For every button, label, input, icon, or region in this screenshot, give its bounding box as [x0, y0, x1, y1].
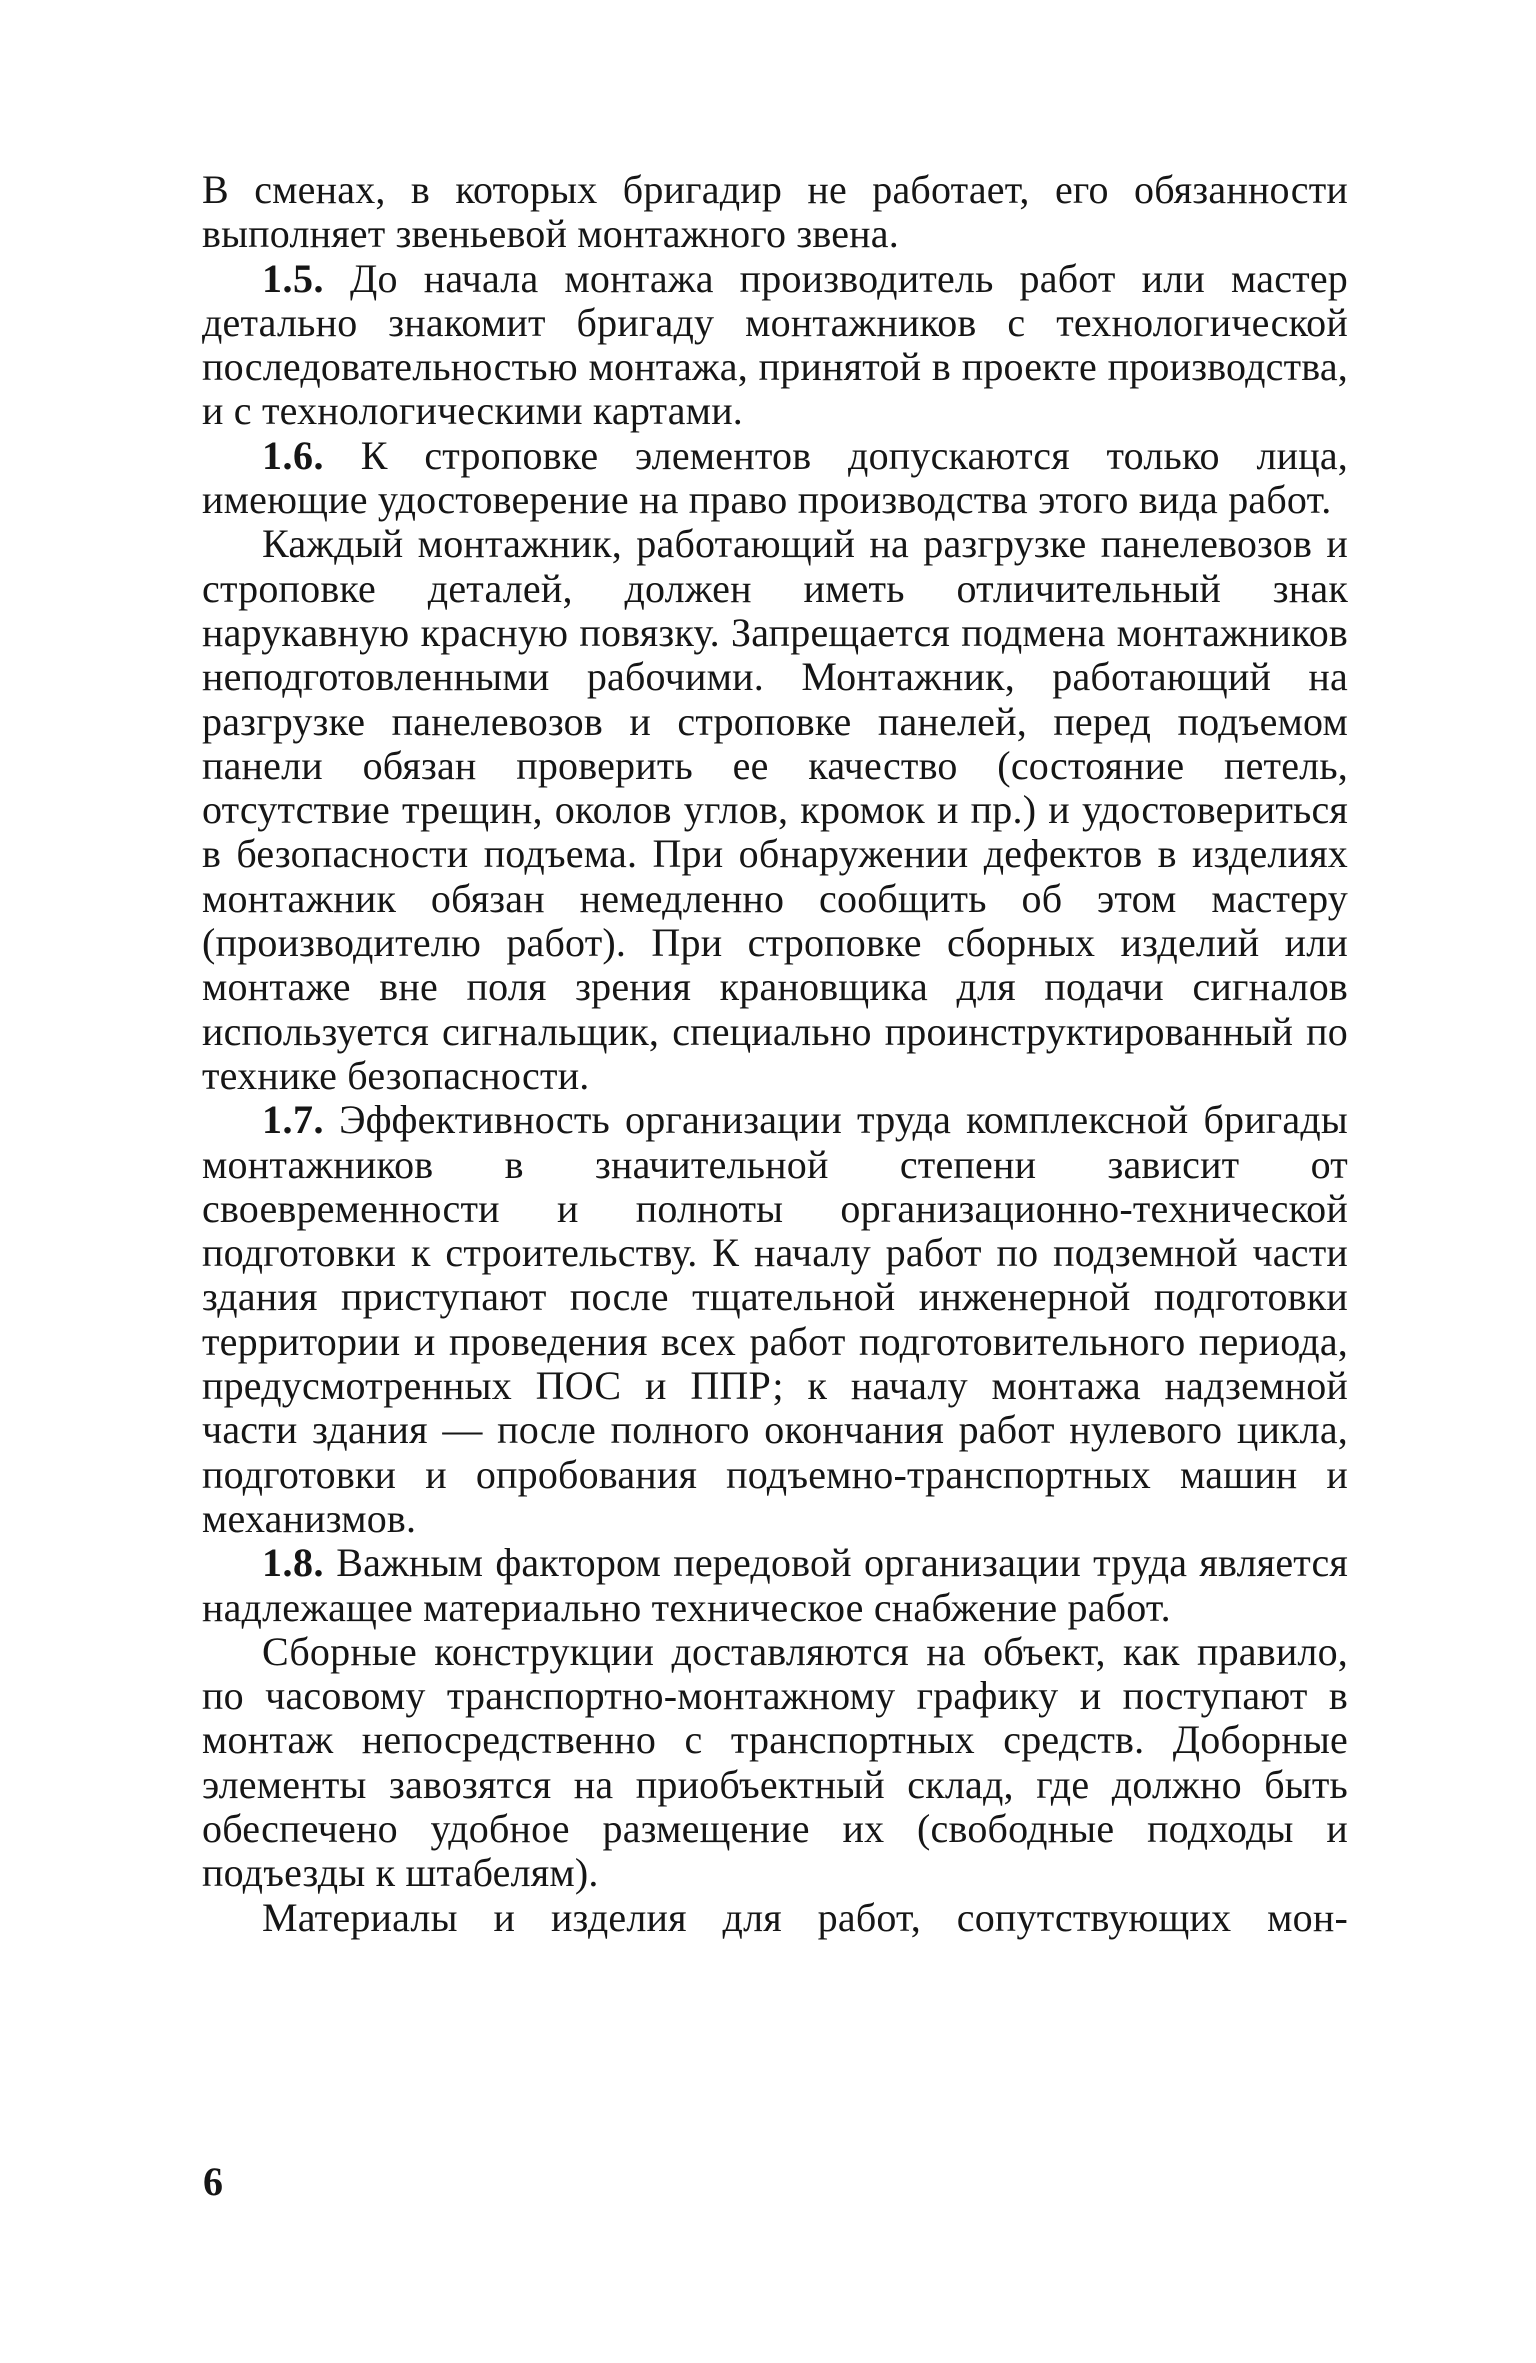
paragraph-text: До начала монтажа производитель работ или мастер детально знакомит бригаду монтажников с технологической последовательностью монтажа, принятой в проекте производства, и с технологическими картами.: [202, 255, 1348, 434]
paragraph-text: Важным фактором передовой организации труда является надлежащее материально техническое снабжение работ.: [202, 1540, 1349, 1630]
paragraph-1-6: [202, 434, 1348, 523]
body-text: [202, 168, 1348, 1940]
paragraph-shift-duties: [202, 168, 1348, 257]
section-number: 1.6.: [262, 432, 324, 478]
paragraph-text: К строповке элементов допускаются только лица, имеющие удостоверение на право производства этого вида работ.: [202, 432, 1348, 523]
section-number: 1.5.: [262, 255, 324, 301]
paragraph-1-7: [202, 1098, 1348, 1541]
paragraph-prefab-delivery: [202, 1630, 1348, 1896]
paragraph-text: Сборные конструкции доставляются на объект, как правило, по часовому транспортно-монтажному графику и поступают в монтаж непосредственно с транспортных средств. Доборные элементы завозятся на приобъектный склад, где должно быть обеспечено удобное размещение их (свободные подходы и подъезды к штабелям).: [202, 1628, 1348, 1896]
page-number: 6: [203, 2159, 223, 2204]
paragraph-1-5: [202, 257, 1348, 434]
section-number: 1.8.: [262, 1540, 324, 1586]
paragraph-installer-duties: [202, 522, 1348, 1098]
paragraph-text: Эффективность организации труда комплексной бригады монтажников в значительной степени зависит от своевременности и полноты организационно-технической подготовки к строительству. К началу работ по подземной части здания приступают после тщательной инженерной подготовки территории и проведения всех работ подготовительного периода, предусмотренных ПОС и ППР; к началу монтажа надземной части здания — после полного окончания работ нулевого цикла, подготовки и опробования подъемно-транспортных машин и механизмов.: [202, 1097, 1348, 1541]
paragraph-text: В сменах, в которых бригадир не работает, его обязанности выполняет звеньевой монтажного звена.: [202, 167, 1348, 257]
paragraph-text: Каждый монтажник, работающий на разгрузке панелевозов и строповке деталей, должен иметь отличительный знак нарукавную красную повязку. Запрещается подмена монтажников неподготовленными рабочими. Монтажник, работающий на разгрузке панелевозов и строповке панелей, перед подъемом панели обязан проверить ее качество (состояние петель, отсутствие трещин, околов углов, кромок и пр.) и удостовериться в безопасности подъема. При обнаружении дефектов в изделиях монтажник обязан немедленно сообщить об этом мастеру (производителю работ). При строповке сборных изделий или монтаже вне поля зрения крановщика для подачи сигналов используется сигнальщик, специально проинструктированный по технике безопасности.: [202, 521, 1348, 1098]
paragraph-1-8: [202, 1541, 1348, 1630]
paragraph-text: Материалы и изделия для работ, сопутствующих мон-: [262, 1894, 1348, 1940]
paragraph-materials: [202, 1896, 1348, 1940]
section-number: 1.7.: [262, 1097, 324, 1143]
